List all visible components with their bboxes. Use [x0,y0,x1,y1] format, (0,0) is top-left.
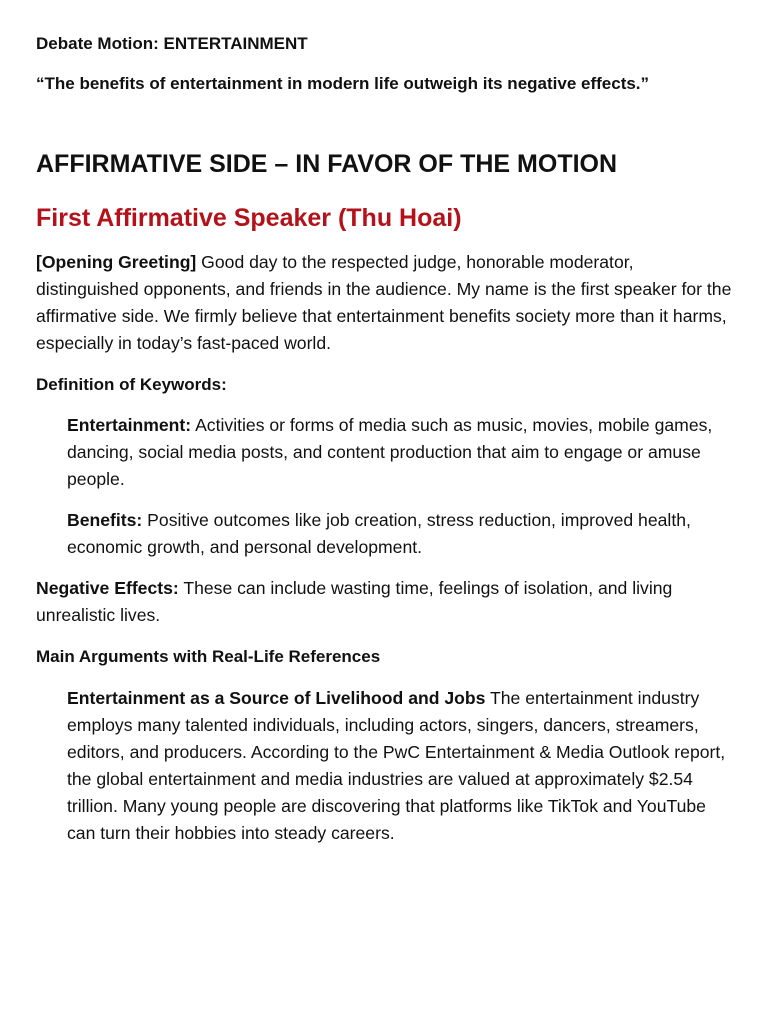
arguments-title: Main Arguments with Real-Life References [36,647,381,666]
speaker-heading: First Affirmative Speaker (Thu Hoai) [36,204,462,232]
definition-negative-effects [36,575,736,629]
opening-paragraph [36,249,736,357]
argument-text: The entertainment industry employs many talented individuals, including actors, singers, dancers, streamers, editors, and producers. According to the PwC Entertainment & Media Outlook report, the global entertainment and media industries are valued at approximately $2.54 trillion. Many young people are discovering that platforms like TikTok and YouTube can turn their hobbies into steady careers. [67,688,726,843]
opening-text: Good day to the respected judge, honorable moderator, distinguished opponents, and friends in the audience. My name is the first speaker for the affirmative side. We firmly believe that entertainment benefits society more than it harms, especially in today’s fast-paced world. [36,252,732,353]
argument-livelihood [67,685,736,847]
definition-text: Activities or forms of media such as music, movies, mobile games, dancing, social media posts, and content production that aim to engage or amuse people. [67,415,713,489]
definition-benefits [67,507,736,561]
definition-entertainment [67,412,736,493]
definition-term: Entertainment: [67,415,192,435]
definition-term: Negative Effects: [36,578,179,598]
argument-term: Entertainment as a Source of Livelihood and Jobs [67,688,486,708]
definition-text: These can include wasting time, feelings of isolation, and living unrealistic lives. [36,578,673,625]
opening-label: [Opening Greeting] [36,252,197,272]
definitions-title: Definition of Keywords: [36,375,227,394]
document-page [36,30,736,847]
side-heading: AFFIRMATIVE SIDE – IN FAVOR OF THE MOTION [36,150,618,178]
definition-term: Benefits: [67,510,143,530]
motion-label: Debate Motion: ENTERTAINMENT [36,34,308,53]
motion-quote: “The benefits of entertainment in modern life outweigh its negative effects.” [36,74,650,93]
definition-text: Positive outcomes like job creation, stress reduction, improved health, economic growth, and personal development. [67,510,691,557]
